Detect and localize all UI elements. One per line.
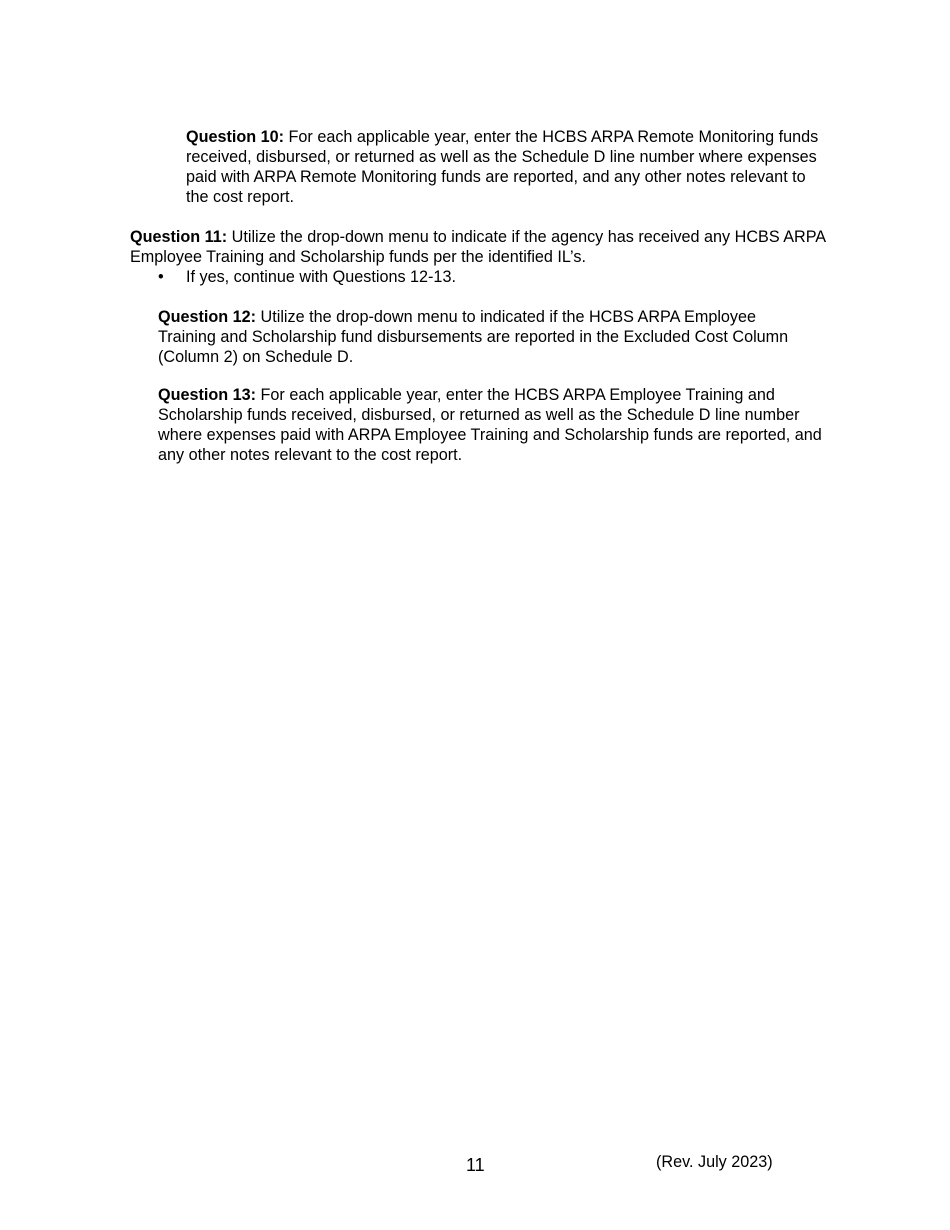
question-11-bullet-text: If yes, continue with Questions 12-13. — [186, 268, 456, 286]
question-11-paragraph — [130, 228, 830, 268]
question-13-text: For each applicable year, enter the HCBS ARPA Employee Training and Scholarship funds received, disbursed, or returned as well as the Schedule D line number where expenses paid with ARPA Employee Training and Scholarship funds are reported, and any other notes relevant to the cost report. — [158, 386, 822, 464]
bullet-icon: • — [158, 268, 164, 286]
question-12-paragraph — [158, 308, 803, 368]
revision-note: (Rev. July 2023) — [656, 1153, 773, 1171]
question-10-text: For each applicable year, enter the HCBS ARPA Remote Monitoring funds received, disbursed, or returned as well as the Schedule D line number where expenses paid with ARPA Remote Monitoring funds are reported, and any other notes relevant to the cost report. — [186, 128, 819, 206]
question-10-paragraph — [186, 128, 826, 208]
question-12-text: Utilize the drop-down menu to indicated if the HCBS ARPA Employee Training and Scholarship fund disbursements are reported in the Excluded Cost Column (Column 2) on Schedule D. — [158, 308, 789, 366]
question-10-label: Question 10: — [186, 128, 285, 146]
question-11-text: Utilize the drop-down menu to indicate if the agency has received any HCBS ARPA Employee Training and Scholarship funds per the identified IL’s. — [130, 228, 826, 266]
question-11-label: Question 11: — [130, 228, 228, 246]
question-13-paragraph — [158, 386, 826, 466]
page-number: 11 — [466, 1155, 485, 1175]
question-13-label: Question 13: — [158, 386, 257, 404]
question-12-label: Question 12: — [158, 308, 257, 326]
